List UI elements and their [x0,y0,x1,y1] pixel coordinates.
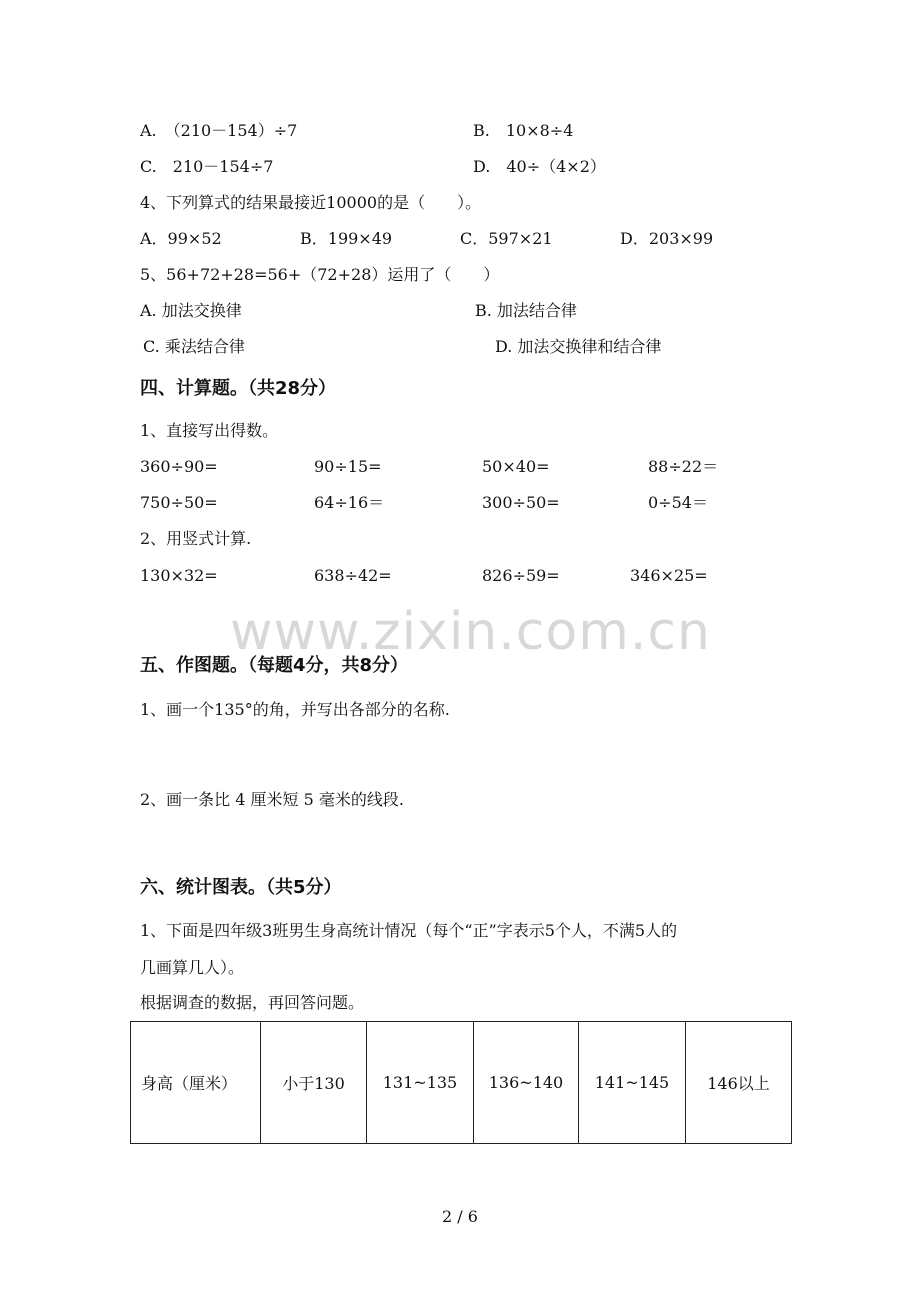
section6-q1-line1: 1、下面是四年级3班男生身高统计情况（每个“正”字表示5个人，不满5人的 [140,921,678,940]
q3-option-b: B. 10×8÷4 [473,121,574,140]
calc-item: 0÷54＝ [648,493,708,512]
calc-item: 360÷90= [140,457,218,476]
table-header-cell: 身高（厘米） [131,1022,261,1144]
calc-item: 750÷50= [140,493,218,512]
section5-q1: 1、画一个135°的角，并写出各部分的名称. [140,700,450,719]
q4-option-c: C．597×21 [460,229,553,248]
section4-q2: 2、用竖式计算. [140,529,252,548]
calc-item: 300÷50= [482,493,560,512]
table-header-cell: 146以上 [686,1022,792,1144]
q5-option-a: A. 加法交换律 [140,301,242,320]
section4-q1: 1、直接写出得数。 [140,421,279,440]
q3-option-a: A. （210－154）÷7 [140,121,298,140]
vertical-calc-item: 346×25= [630,566,708,585]
calc-item: 64÷16＝ [314,493,385,512]
q4-stem: 4、下列算式的结果最接近10000的是（ ）。 [140,193,482,212]
page-number: 2 / 6 [442,1207,478,1226]
table-row [131,1022,792,1144]
q5-option-b: B. 加法结合律 [475,301,577,320]
calc-item: 50×40= [482,457,550,476]
q4-option-d: D．203×99 [620,229,714,248]
q5-option-c: C. 乘法结合律 [143,337,245,356]
q5-option-d: D. 加法交换律和结合律 [495,337,662,356]
section6-title: 六、统计图表。（共5分） [140,877,342,898]
section5-q2: 2、画一条比 4 厘米短 5 毫米的线段. [140,790,404,809]
table-header-cell: 131~135 [367,1022,474,1144]
table-header-cell: 136~140 [474,1022,579,1144]
section4-title: 四、计算题。（共28分） [140,378,337,399]
q5-stem: 5、56+72+28=56+（72+28）运用了（ ） [140,265,500,284]
q4-option-b: B．199×49 [300,229,393,248]
q3-option-d: D. 40÷（4×2） [473,157,606,176]
section6-q1-line3: 根据调查的数据，再回答问题。 [140,993,365,1012]
q4-option-a: A．99×52 [140,229,222,248]
calc-item: 90÷15= [314,457,382,476]
calc-item: 88÷22＝ [648,457,719,476]
vertical-calc-item: 130×32= [140,566,218,585]
q3-option-c: C. 210－154÷7 [140,157,274,176]
section6-q1-line2: 几画算几人）。 [140,958,245,977]
height-stat-table [130,1021,792,1144]
table-header-cell: 小于130 [261,1022,367,1144]
table-header-cell: 141~145 [579,1022,686,1144]
vertical-calc-item: 638÷42= [314,566,392,585]
section5-title: 五、作图题。（每题4分，共8分） [140,655,409,676]
vertical-calc-item: 826÷59= [482,566,560,585]
watermark: www.zixin.com.cn [230,602,711,662]
